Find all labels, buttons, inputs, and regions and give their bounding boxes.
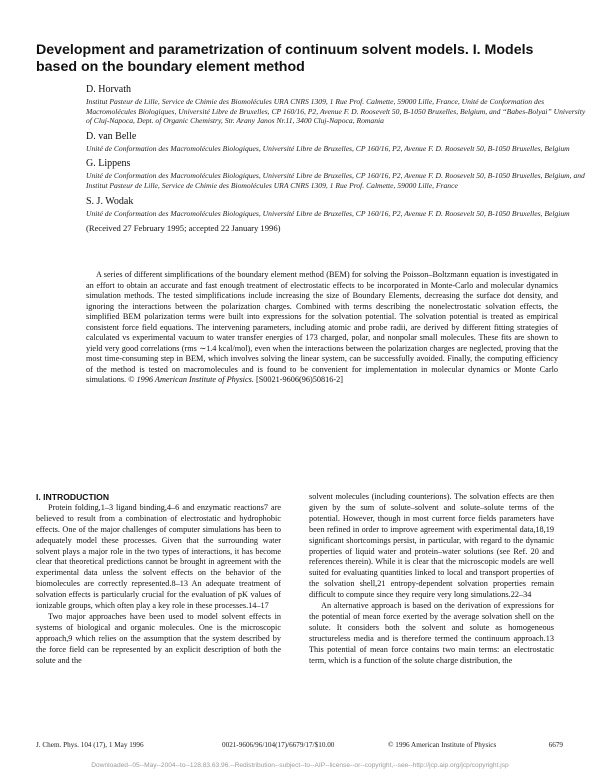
download-notice: Downloaded--05--May--2004--to--128.83.63.96.--Redistribution--subject--to--AIP--license--or--copyright,--see--http://jcp.aip.org/jcp/copyright.jsp: [91, 762, 509, 769]
body-paragraph: Protein folding,1–3 ligand binding,4–6 and enzymatic reactions7 are believed to result from a combination of electrostatic and hydrophobic effects. One of the major challenges of computer simulations has been to adequately model these processes. Given that the surrounding water solvent plays a major role in the two types of interactions, it has become clear that theoretical predictions cannot be brought in agreement with the experimental data unless the solvent effects on the behavior of the biomolecules are correctly represented.8–13 An adequate treatment of solvation effects is particularly crucial for the evaluation of pK values of ionizable groups, which often play a key role in these processes.14–17: [36, 502, 281, 611]
author-affiliation: Unité de Conformation des Macromolécules Biologiques, Université Libre de Bruxelles, CP 160/16, P2, Avenue F. D. Roosevelt 50, B-1050 Bruxelles, Belgium, and Institut Pasteur de Lille, Service de Chimie des Biomolécules URA CNRS 1309, 1 Rue Prof. Calmette, 59000 Lille, France: [86, 171, 585, 190]
received-dates: (Received 27 February 1995; accepted 22 January 1996): [86, 223, 281, 234]
author-affiliation: Institut Pasteur de Lille, Service de Chimie des Biomolécules URA CNRS 1309, 1 Rue Prof. Calmette, 59000 Lille, France, Unité de Conformation des Macromolécules Biologiques, Université Libre de Bruxelles, CP 160/16, P2, Avenue F. D. Roosevelt 50, B-1050 Bruxelles, Belgium, and “Babes-Bolyai” University of Cluj-Napoca, Dept. of Organic Chemistry, Str. Arany Janos Nr.11, 3400 Cluj-Napoca, Romania: [86, 97, 586, 126]
page-number: 6679: [548, 741, 563, 749]
footer-code: 0021-9606/96/104(17)/6679/17/$10.00: [222, 741, 335, 749]
author-name: G. Lippens: [86, 158, 131, 170]
body-paragraph: Two major approaches have been used to model solvent effects in systems of biological and organic molecules. One is the microscopic approach,9 which relies on the assumption that the system described by the force field can be represented by an explicit description of both the solute and the: [36, 611, 281, 665]
abstract: [86, 270, 558, 386]
author-name: S. J. Wodak: [86, 195, 134, 207]
author-block: [86, 84, 586, 233]
left-column: [36, 492, 281, 667]
paper-title: Development and parametrization of continuum solvent models. I. Models based on the boundary element method: [36, 42, 534, 75]
footer-journal: J. Chem. Phys. 104 (17), 1 May 1996: [36, 741, 144, 749]
abstract-copyright: © 1996 American Institute of Physics.: [128, 375, 254, 384]
body-paragraph: An alternative approach is based on the derivation of expressions for the potential of mean force exerted by the average solvation shell on the solute. It considers both the solvent and solute as homogeneous structureless media and is therefore termed the continuum approach.13 This potential of mean force contains two main terms: an electrostatic term, which is a function of the solute charge distribution, the: [309, 601, 554, 665]
author-affiliation: Unité de Conformation des Macromolécules Biologiques, Université Libre de Bruxelles, CP 160/16, P2, Avenue F. D. Roosevelt 50, B-1050 Bruxelles, Belgium: [86, 143, 570, 153]
section-heading: I. INTRODUCTION: [36, 492, 110, 502]
author-affiliation: Unité de Conformation des Macromolécules Biologiques, Université Libre de Bruxelles, CP 160/16, P2, Avenue F. D. Roosevelt 50, B-1050 Bruxelles, Belgium: [86, 208, 570, 218]
author-name: D. Horvath: [86, 84, 131, 95]
footer-copyright: © 1996 American Institute of Physics: [388, 741, 497, 749]
abstract-text: A series of different simplifications of the boundary element method (BEM) for solving the Poisson–Boltzmann equation is investigated in an effort to obtain an accurate and fast enough treatment of electrostatic effects to be incorporated in Monte-Carlo and molecular dynamics simulation methods. The tested simplifications include increasing the size of Boundary Elements, decreasing the surface dot density, and ignoring the interactions between the polarization charges. Combined with terms describing the nonelectrostatic solvation effects, the simplified BEM polarization terms were built into expressions for the solvation potential. The solvation potential is treated as empirical consistent force field equations. The intervening parameters, including atomic and probe radii, are derived by different fitting strategies of calculated vs experimental vacuum to water transfer energies of 173 charged, polar, and nonpolar small molecules. These fits are shown to yield very good correlations (rms ∼1.4 kcal/mol), even when the interactions between the polarization charges are neglected, proving that the most time-consuming step in BEM, which involves solving the linear system, can be successfully avoided. Finally, the computing efficiency of the method is tested on macromolecules and is found to be convenient for implementation in molecular dynamics or Monte Carlo simulations.: [86, 270, 558, 384]
abstract-code: [S0021-9606(96)50816-2]: [255, 375, 344, 384]
right-column: [309, 492, 554, 667]
body-paragraph: solvent molecules (including counterions). The solvation effects are then given by the sum of solute–solvent and solute–solute terms of the potential. However, though in most current force fields parameters have been refined in order to improve agreement with experimental data,18,19 significant shortcomings persist, in particular, with regard to the dynamic properties of liquid water and protein–water solutions (see Ref. 20 and references therein). While it is clear that the microscopic models are well suited for evaluating quantities linked to local and transport properties of the solvation shell,21 entropy-dependent solvation properties remain difficult to compute since they require very long simulations.22–34: [309, 492, 554, 600]
author-name: D. van Belle: [86, 130, 137, 142]
